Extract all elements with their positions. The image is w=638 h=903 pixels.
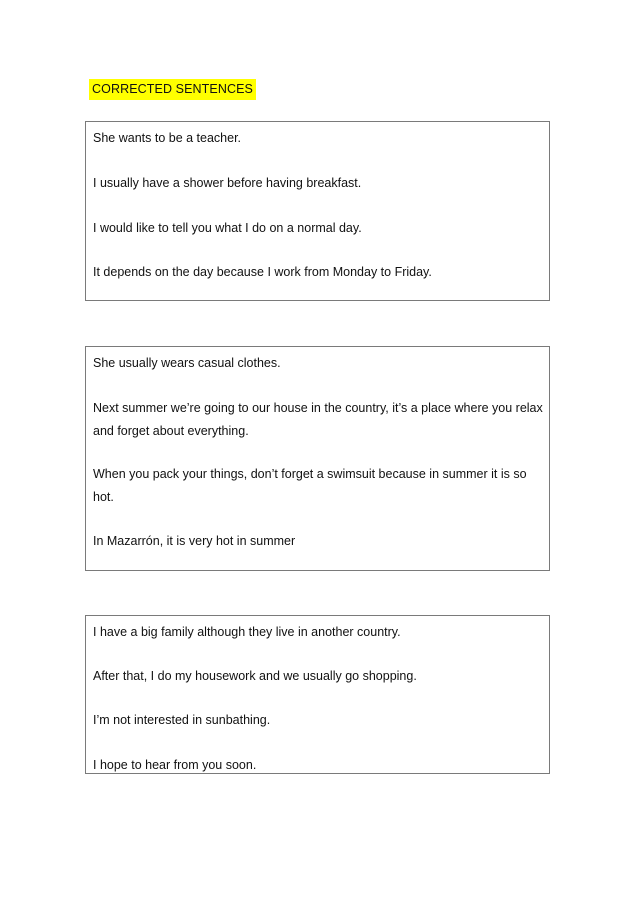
sentence: I hope to hear from you soon. xyxy=(93,758,257,772)
sentence: She usually wears casual clothes. xyxy=(93,356,281,370)
sentence: I would like to tell you what I do on a normal day. xyxy=(93,221,362,235)
sentence: I’m not interested in sunbathing. xyxy=(93,713,271,727)
sentence: Next summer we’re going to our house in the country, it’s a place where you relax and forget about everything. xyxy=(93,401,543,438)
sentence-box-3 xyxy=(85,615,550,774)
sentence-box-1 xyxy=(85,121,550,301)
sentence: When you pack your things, don’t forget a swimsuit because in summer it is so hot. xyxy=(93,467,527,504)
sentence: She wants to be a teacher. xyxy=(93,131,242,145)
sentence: In Mazarrón, it is very hot in summer xyxy=(93,534,296,548)
page-title: CORRECTED SENTENCES xyxy=(89,79,256,100)
sentence-box-2 xyxy=(85,346,550,571)
sentence: I have a big family although they live in another country. xyxy=(93,625,401,639)
sentence: I usually have a shower before having breakfast. xyxy=(93,176,362,190)
sentence: After that, I do my housework and we usually go shopping. xyxy=(93,669,417,683)
sentence: It depends on the day because I work from Monday to Friday. xyxy=(93,265,432,279)
